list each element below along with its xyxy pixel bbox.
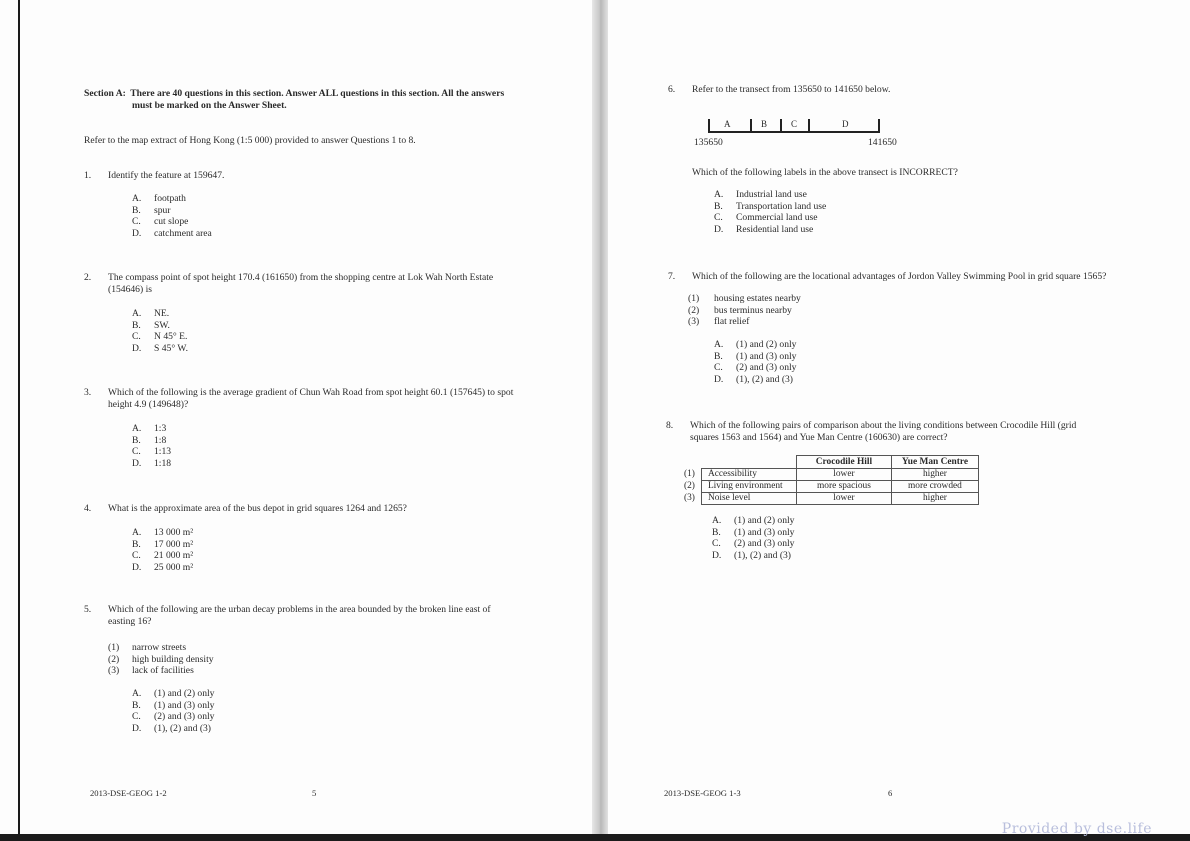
option-c[interactable]: C. (2) and (3) only xyxy=(132,711,215,723)
question-2 xyxy=(84,272,554,357)
question-text: Which of the following are the urban decay problems in the area bounded by the broken line east of xyxy=(108,604,491,615)
question-text-cont: squares 1563 and 1564) and Yue Man Centre (160630) are correct? xyxy=(690,432,948,443)
intro-text: Refer to the map extract of Hong Kong (1:5 000) provided to answer Questions 1 to 8. xyxy=(84,135,416,146)
option-d[interactable]: D. 25 000 m² xyxy=(132,561,194,573)
question-number: 5. xyxy=(84,604,92,615)
option-b[interactable]: B. spur xyxy=(132,204,171,216)
question-text: Refer to the transect from 135650 to 141650 below. xyxy=(692,84,891,95)
option-a[interactable]: A. NE. xyxy=(132,308,170,319)
statement-1: (1) housing estates nearby xyxy=(688,293,801,304)
transect-start: 135650 xyxy=(694,137,723,148)
question-number: 6. xyxy=(668,84,676,95)
question-number: 7. xyxy=(668,271,676,282)
option-b[interactable]: B. 17 000 m² xyxy=(132,538,194,550)
question-text: Identify the feature at 159647. xyxy=(108,170,225,181)
option-c[interactable]: C. (2) and (3) only xyxy=(714,362,797,374)
option-c[interactable]: C. 21 000 m² xyxy=(132,550,194,562)
page-number: 5 xyxy=(312,788,317,798)
option-a[interactable]: A. (1) and (2) only xyxy=(132,688,215,699)
transect-tick xyxy=(878,119,880,133)
options xyxy=(132,527,193,573)
option-a[interactable]: A. (1) and (2) only xyxy=(712,515,795,526)
question-number: 1. xyxy=(84,170,92,181)
option-c[interactable]: C. cut slope xyxy=(132,216,189,228)
option-d[interactable]: D. Residential land use xyxy=(714,223,814,235)
question-number: 4. xyxy=(84,503,92,514)
segment-label-b: B xyxy=(761,119,768,129)
page-left xyxy=(18,0,594,834)
question-text: Which of the following are the locational advantages of Jordon Valley Swimming Pool in grid square 1565? xyxy=(692,271,1107,282)
binding-gutter xyxy=(592,0,608,841)
option-a[interactable]: A. 13 000 m² xyxy=(132,527,194,538)
option-d[interactable]: D. (1), (2) and (3) xyxy=(714,373,794,385)
question-number: 2. xyxy=(84,272,92,283)
question-7 xyxy=(668,271,1188,391)
section-text-2: must be marked on the Answer Sheet. xyxy=(132,100,287,111)
section-prefix: Section A: xyxy=(84,88,126,99)
page-number: 6 xyxy=(888,788,893,798)
option-d[interactable]: D. catchment area xyxy=(132,227,212,239)
option-a[interactable]: A. 1:3 xyxy=(132,423,167,434)
table-row: (1) Accessibility lower higher xyxy=(684,469,978,481)
transect-tick xyxy=(780,119,782,133)
option-b[interactable]: B. (1) and (3) only xyxy=(712,526,795,538)
option-a[interactable]: A. (1) and (2) only xyxy=(714,339,797,350)
question-1 xyxy=(84,170,554,240)
transect-end: 141650 xyxy=(868,137,897,148)
section-text: There are 40 questions in this section. Answer ALL questions in this section. All the answers xyxy=(130,88,505,99)
table-row: (2) Living environment more spacious more crowded xyxy=(684,481,978,493)
statement-2: (2) high building density xyxy=(108,653,214,665)
option-b[interactable]: B. (1) and (3) only xyxy=(132,699,215,711)
option-d[interactable]: D. (1), (2) and (3) xyxy=(712,549,792,561)
statement-3: (3) lack of facilities xyxy=(108,665,194,677)
transect-diagram xyxy=(708,117,880,133)
option-c[interactable]: C. (2) and (3) only xyxy=(712,538,795,550)
question-text-cont: (154646) is xyxy=(108,284,152,295)
question-3 xyxy=(84,387,554,472)
section-header xyxy=(84,88,554,100)
question-text: The compass point of spot height 170.4 (161650) from the shopping centre at Lok Wah North Estate xyxy=(108,272,494,283)
option-c[interactable]: C. 1:13 xyxy=(132,446,172,458)
comparison-table xyxy=(684,455,979,505)
question-8-options xyxy=(712,515,794,561)
statement-1: (1) narrow streets xyxy=(108,642,187,653)
option-b[interactable]: B. SW. xyxy=(132,319,170,331)
options xyxy=(714,339,796,385)
option-a[interactable]: A. Industrial land use xyxy=(714,189,807,200)
statements xyxy=(108,642,214,677)
options xyxy=(132,688,214,734)
question-4 xyxy=(84,503,554,578)
options xyxy=(132,423,171,469)
option-b[interactable]: B. Transportation land use xyxy=(714,200,827,212)
page-right xyxy=(608,0,1190,834)
options xyxy=(132,193,212,239)
statements xyxy=(688,293,801,328)
segment-label-c: C xyxy=(791,119,798,129)
option-b[interactable]: B. 1:8 xyxy=(132,434,167,446)
statement-3: (3) flat relief xyxy=(688,316,750,328)
question-number: 8. xyxy=(666,420,674,431)
option-c[interactable]: C. N 45° E. xyxy=(132,331,188,343)
question-text: Which of the following is the average gradient of Chun Wah Road from spot height 60.1 (157645) to spot xyxy=(108,387,514,398)
question-number: 3. xyxy=(84,387,92,398)
question-6-options xyxy=(714,189,826,235)
options xyxy=(132,308,188,354)
question-5 xyxy=(84,604,554,739)
segment-label-d: D xyxy=(842,119,849,129)
statement-2: (2) bus terminus nearby xyxy=(688,304,792,316)
option-c[interactable]: C. Commercial land use xyxy=(714,212,818,224)
transect-tick xyxy=(708,119,710,133)
option-d[interactable]: D. S 45° W. xyxy=(132,342,188,354)
option-d[interactable]: D. 1:18 xyxy=(132,457,172,469)
question-text: What is the approximate area of the bus depot in grid squares 1264 and 1265? xyxy=(108,503,407,514)
table-row: (3) Noise level lower higher xyxy=(684,493,978,505)
table-header: Crocodile Hill xyxy=(796,456,891,469)
option-d[interactable]: D. (1), (2) and (3) xyxy=(132,722,212,734)
question-text-cont: height 4.9 (149648)? xyxy=(108,399,189,410)
footer-code: 2013-DSE-GEOG 1-2 xyxy=(90,788,167,798)
question-text: Which of the following pairs of comparison about the living conditions between Crocodile Hill (grid xyxy=(690,420,1077,431)
table-header: Yue Man Centre xyxy=(891,456,978,469)
option-a[interactable]: A. footpath xyxy=(132,193,186,204)
question-6-prompt: Which of the following labels in the above transect is INCORRECT? xyxy=(692,167,958,178)
transect-tick xyxy=(808,119,810,133)
footer-code: 2013-DSE-GEOG 1-3 xyxy=(664,788,741,798)
segment-label-a: A xyxy=(724,119,731,129)
watermark: Provided by dse.life xyxy=(1001,821,1152,837)
transect-tick xyxy=(750,119,752,133)
option-b[interactable]: B. (1) and (3) only xyxy=(714,350,797,362)
question-text-cont: easting 16? xyxy=(108,616,152,627)
